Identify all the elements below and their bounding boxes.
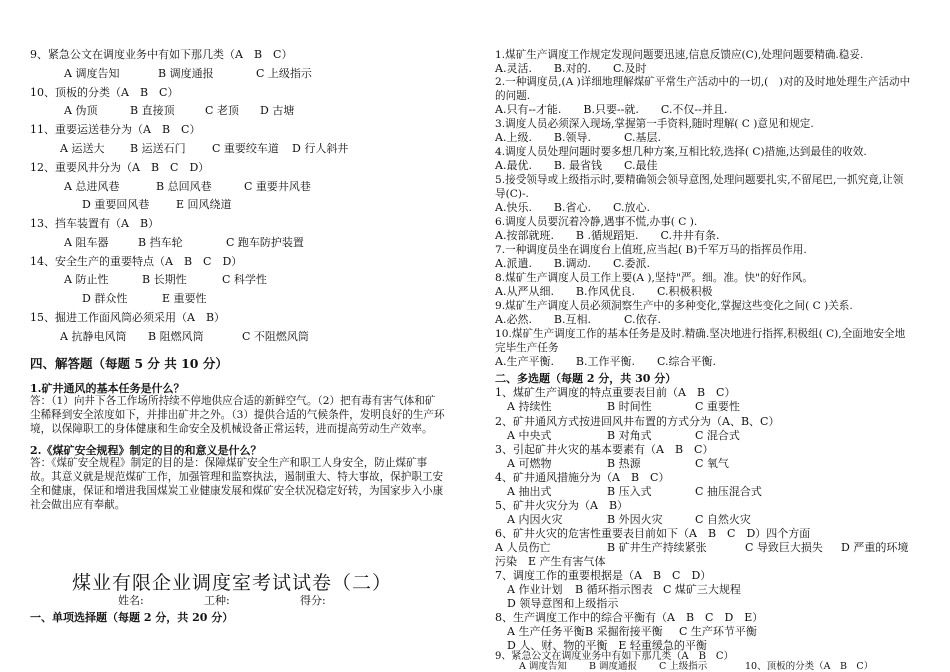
answer-text: 答：《煤矿安全规程》制定的目的是：保障煤矿安全生产和职工人身安全，防止煤矿事故。其意义就是规范煤矿工作，加强管理和监察执法，遏制重大、特大事故，保护职工安全和健康，保证和增进我国煤炭工业健康发展和煤矿安全状况稳定好转，为国家步入小康社会做出应有奉献。 (30, 457, 444, 511)
section-title: 二、多选题（每题 2 分，共 30 分） (495, 372, 677, 385)
answer-options: A.快乐. B.省心. C.放心. (495, 201, 651, 214)
option: A 伪顶 (64, 104, 98, 117)
option: B 时间性 (607, 400, 652, 413)
option: A 作业计划 (507, 583, 563, 596)
job-field: 工种: (204, 594, 230, 607)
answer-options: A.灵活. B.对的. C.及时 (495, 62, 647, 75)
option: D 群众性 (82, 292, 128, 305)
option-continuation: D 人、财、物的平衡 E 轻重缓急的平衡 (507, 639, 707, 652)
question-text: 2.一种调度员,(A )详细地理解煤矿平常生产活动中的一切,( )对的及时地处理生产活动中的问题. (495, 76, 911, 102)
option: C 上级指示 (256, 67, 312, 80)
answer-options: A.上级. B.领导. C.基层. (495, 131, 662, 144)
option: B 调度通报 (158, 67, 214, 80)
option: E 回风绕道 (176, 198, 232, 211)
option: C 氧气 (695, 457, 729, 470)
option: C 重要井风巷 (244, 180, 311, 193)
option: A 中央式 (507, 429, 552, 442)
question-text: 10、顶板的分类（A B C） (30, 86, 179, 99)
question-text: 1、煤矿生产调度的特点重要表目前（A B C） (495, 386, 736, 399)
question-text: 2、矿井通风方式按进回风井布置的方式分为（A、B、C） (495, 415, 780, 428)
question-title: 2.《煤矿安全规程》制定的目的和意义是什么？ (30, 444, 262, 457)
section-title: 一、单项选择题（每题 2 分，共 20 分） (30, 611, 234, 624)
question-text: 10.煤矿生产调度工作的基本任务是及时.精确.坚决地进行指挥,积极组( C),全面地安全地完毕生产任务 (495, 328, 906, 354)
option: E 重要性 (162, 292, 207, 305)
option: B 挡车轮 (138, 236, 183, 249)
option: B 总回风巷 (156, 180, 212, 193)
question-text: 5、矿井火灾分为（A B） (495, 499, 629, 512)
question-text: 8.煤矿生产调度人员工作上要(A ),坚持"严。细。准。快"的好作风。 (495, 272, 813, 284)
option: C 上级指示 (659, 661, 708, 672)
option: A 内因火灾 (507, 513, 563, 526)
option: B 外因火灾 (607, 513, 663, 526)
option: D 重要回风巷 (82, 198, 150, 211)
option: A 持续性 (507, 400, 552, 413)
question-text: 13、挡车装置有（A B） (30, 217, 160, 230)
option: C 生产环节平衡 (679, 625, 757, 638)
option: A 可燃物 (507, 457, 552, 470)
option: B 调度通报 (589, 661, 638, 672)
question-text: 6、矿井火灾的危害性重要表目前如下（A B C D）四个方面 (495, 527, 811, 540)
option: A 调度告知 (64, 67, 120, 80)
option: C 自然火灾 (695, 513, 751, 526)
option: C 科学性 (222, 273, 267, 286)
option: C 抽压混合式 (695, 485, 762, 498)
option: A 调度告知 (519, 661, 567, 672)
answer-options: A.生产平衡. B.工作平衡. C.综合平衡. (495, 355, 717, 368)
option: A 防止性 (64, 273, 109, 286)
option: A 抗静电风筒 (60, 330, 127, 343)
option: B 矿井生产持续紧张 (607, 541, 707, 554)
option-continuation: 污染 E 产生有害气体 (495, 555, 606, 568)
option: B 长期性 (142, 273, 187, 286)
question-text: 5.接受领导或上级指示时,要精确领会领导意图,处理问题要扎实,不留尾巴,一抓究竟,让领导(C)-. (495, 174, 904, 200)
answer-options: A.最优. B. 最省钱 C.最佳 (495, 159, 658, 172)
score-field: 得分: (300, 594, 326, 607)
answer-options: A.必然. B.互相. C.依存. (495, 313, 662, 326)
option: A 人员伤亡 (495, 541, 551, 554)
option: A 抽出式 (507, 485, 552, 498)
section-title: 四、解答题（每题 5 分 共 10 分） (30, 356, 228, 371)
question-text: 7.一种调度员坐在调度台上值班,应当起( B)千军万马的指挥员作用. (495, 244, 807, 256)
name-field: 姓名: (118, 594, 144, 607)
question-text: 14、安全生产的重要特点（A B C D） (30, 255, 243, 268)
option: C 重要绞车道 (212, 142, 279, 155)
option: B 直接顶 (130, 104, 175, 117)
option: A 阻车器 (64, 236, 109, 249)
question-text: 4、矿井通风措施分为（A B C） (495, 471, 670, 484)
option: C 重要性 (695, 400, 740, 413)
answer-options: A.只有--才能. B.只要--就. C.不仅--并且. (495, 103, 728, 116)
question-text: 9.煤矿生产调度人员必须洞察生产中的多种变化,掌握这些变化之间( C )关系. (495, 300, 853, 312)
answer-options: A.派遣. B.调动. C.委派. (495, 257, 651, 270)
option: C 混合式 (695, 429, 740, 442)
answer-options: A.从严从细. B.作风优良. C.积极积极 (495, 285, 713, 298)
option: D 古塘 (260, 104, 295, 117)
question-text: 10、顶板的分类（A B C） (745, 661, 874, 672)
option: A 运送大 (60, 142, 105, 155)
option: B 压入式 (607, 485, 652, 498)
option: B 对角式 (607, 429, 652, 442)
option: B 阻燃风筒 (148, 330, 204, 343)
option: C 跑车防护装置 (226, 236, 304, 249)
option: D 严重的环境 (841, 541, 909, 554)
option: B 采掘衔接平衡 (585, 625, 663, 638)
question-text: 3、引起矿井火灾的基本要素有（A B C） (495, 443, 714, 456)
option-continuation: D 领导意图和上级指示 (507, 597, 619, 610)
option: A 总进风巷 (64, 180, 120, 193)
question-text: 11、重要运送巷分为（A B C） (30, 123, 201, 136)
question-text: 3.调度人员必须深入现场,掌握第一手资料,随时理解( C )意见和规定. (495, 118, 814, 130)
option: B 运送石门 (130, 142, 186, 155)
option: C 煤矿三大规程 (663, 583, 741, 596)
option: C 不阻燃风筒 (242, 330, 309, 343)
exam-title: 煤业有限企业调度室考试试卷（二） (72, 572, 393, 594)
answer-text: 答：（1）向井下各工作场所持续不停地供应合适的新鲜空气。（2）把有毒有害气体和矿尘稀释到安全浓度如下，并排出矿井之外。（3）提供合适的气候条件，发明良好的生产环境，以保障职工的身体健康和生命安全及机械设备正常运转，进而提高劳动生产效率。 (30, 395, 445, 435)
question-text: 4.调度人员处理问题时要多想几种方案,互相比较,选择( C)措施,达到最佳的收效. (495, 146, 867, 158)
option: A 生产任务平衡 (507, 625, 585, 638)
question-text: 15、掘进工作面风筒必须采用（A B） (30, 311, 226, 324)
question-text: 9、紧急公文在调度业务中有如下那几类（A B C） (495, 651, 734, 662)
question-text: 9、紧急公文在调度业务中有如下那几类（A B C） (30, 48, 293, 61)
question-text: 12、重要风井分为（A B C D） (30, 161, 210, 174)
question-title: 1.矿井通风的基本任务是什么？ (30, 382, 185, 395)
question-text: 8、生产调度工作中的综合平衡有（A B C D E） (495, 611, 764, 624)
question-text: 7、调度工作的重要根据是（A B C D） (495, 569, 712, 582)
question-text: 1.煤矿生产调度工作规定发现问题要迅速,信息反馈应(C),处理问题要精确.稳妥. (495, 49, 864, 61)
option: C 老顶 (205, 104, 239, 117)
option: B 循环指示图表 (575, 583, 653, 596)
question-text: 6.调度人员要沉着冷静,遇事不慌,办事( C ). (495, 216, 698, 228)
option: B 热源 (607, 457, 641, 470)
option: D 行人斜井 (292, 142, 349, 155)
answer-options: A.按部就班. B .循规蹈矩. C.井井有条. (495, 229, 720, 242)
option: C 导致巨大损失 (745, 541, 823, 554)
